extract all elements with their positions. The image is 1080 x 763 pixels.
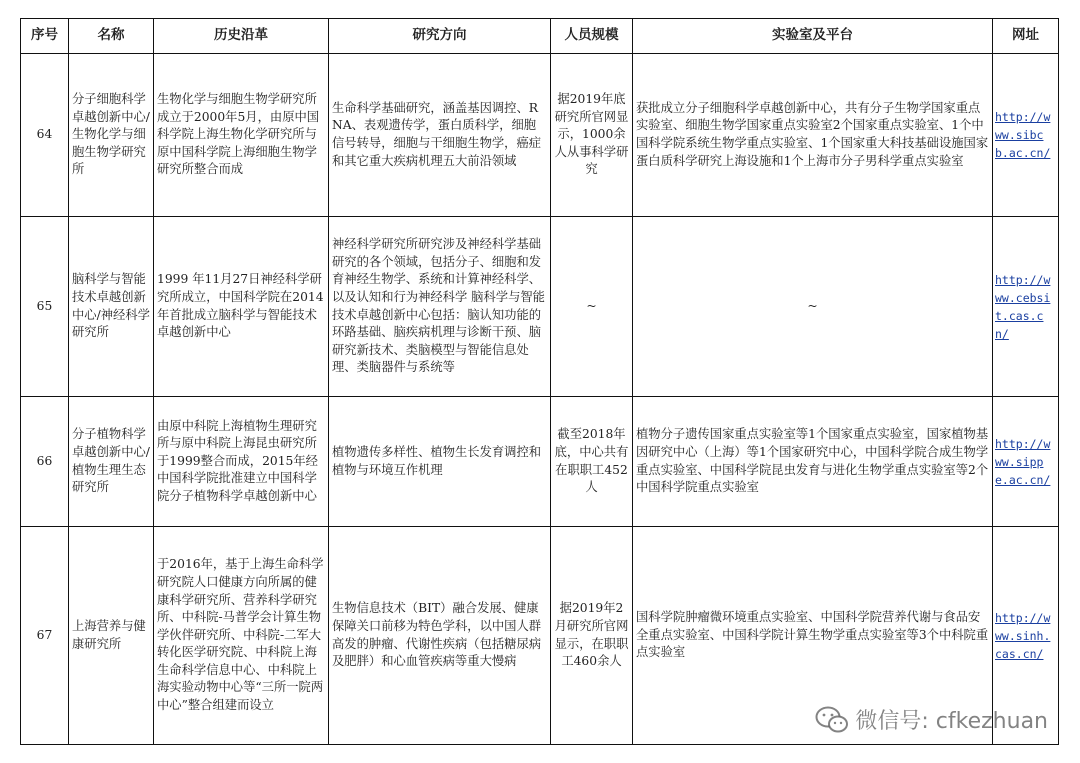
row-index: 65 xyxy=(21,217,69,397)
watermark-text: 微信号: cfkezhuan xyxy=(855,709,1048,734)
row-url-cell xyxy=(993,397,1059,527)
header-direction: 研究方向 xyxy=(329,19,551,54)
row-url-link[interactable]: http://www.sippe.ac.cn/ xyxy=(995,436,1051,487)
row-direction: 生命科学基础研究，涵盖基因调控、RNA、表观遗传学，蛋白质科学，细胞信号转导，细胞与干细胞生物学，癌症和其它重大疾病机理五大前沿领域 xyxy=(329,54,551,217)
header-scale: 人员规模 xyxy=(551,19,633,54)
row-name: 分子细胞科学卓越创新中心/生物化学与细胞生物学研究所 xyxy=(69,54,154,217)
row-url-link[interactable]: http://www.cebsit.cas.cn/ xyxy=(995,272,1051,341)
table-row xyxy=(21,397,1059,527)
institutes-table xyxy=(20,18,1059,745)
header-labs: 实验室及平台 xyxy=(633,19,993,54)
table-row xyxy=(21,217,1059,397)
row-url-cell xyxy=(993,217,1059,397)
row-scale: 据2019年底研究所官网显示，1000余人从事科学研究 xyxy=(551,54,633,217)
row-history: 于2016年，基于上海生命科学研究院人口健康方向所属的健康科学研究所、营养科学研究所、中科院-马普学会计算生物学伙伴研究所、中科院-二军大转化医学研究院、中科院上海生命科学信息中心、中科院上海实验动物中心等“三所一院两中心”整合组建而设立 xyxy=(154,527,329,745)
row-url-link[interactable]: http://www.sinh.cas.cn/ xyxy=(995,610,1051,661)
row-labs: 植物分子遗传国家重点实验室等1个国家重点实验室，国家植物基因研究中心（上海）等1个国家研究中心，中国科学院合成生物学重点实验室、中国科学院昆虫发育与进化生物学重点实验室等2个中国科学院重点实验室 xyxy=(633,397,993,527)
header-url: 网址 xyxy=(993,19,1059,54)
row-scale: 截至2018年底，中心共有在职职工452人 xyxy=(551,397,633,527)
row-index: 64 xyxy=(21,54,69,217)
row-labs: 获批成立分子细胞科学卓越创新中心，共有分子生物学国家重点实验室、细胞生物学国家重点实验室2个国家重点实验室、1个中国科学院系统生物学重点实验室、1个国家重大科技基础设施国家蛋白质科学研究上海设施和1个上海市分子男科学重点实验室 xyxy=(633,54,993,217)
wechat-icon xyxy=(815,706,849,734)
row-history: 由原中科院上海植物生理研究所与原中科院上海昆虫研究所于1999整合而成，2015年经中国科学院批准建立中国科学院分子植物科学卓越创新中心 xyxy=(154,397,329,527)
row-history: 生物化学与细胞生物学研究所成立于2000年5月，由原中国科学院上海生物化学研究所与原中国科学院上海细胞生物学研究所整合而成 xyxy=(154,54,329,217)
row-url-link[interactable]: http://www.sibcb.ac.cn/ xyxy=(995,110,1051,160)
table-row xyxy=(21,54,1059,217)
row-name: 分子植物科学卓越创新中心/植物生理生态研究所 xyxy=(69,397,154,527)
row-direction: 植物遗传多样性、植物生长发育调控和植物与环境互作机理 xyxy=(329,397,551,527)
row-index: 66 xyxy=(21,397,69,527)
row-labs: 国科学院肿瘤微环境重点实验室、中国科学院营养代谢与食品安全重点实验室、中国科学院计算生物学重点实验室等3个中科院重点实验室 xyxy=(633,527,993,745)
row-scale: ~ xyxy=(551,217,633,397)
row-name: 脑科学与智能技术卓越创新中心/神经科学研究所 xyxy=(69,217,154,397)
row-history: 1999 年11月27日神经科学研究所成立，中国科学院在2014年首批成立脑科学与智能技术卓越创新中心 xyxy=(154,217,329,397)
row-direction: 神经科学研究所研究涉及神经科学基础研究的各个领域，包括分子、细胞和发育神经生物学、系统和计算神经科学、以及认知和行为神经科学 脑科学与智能技术卓越创新中心包括：脑认知功能的环路基础、脑疾病机理与诊断干预、脑研究新技术、类脑模型与智能信息处理、类脑器件与系统等 xyxy=(329,217,551,397)
row-url-cell xyxy=(993,54,1059,217)
row-labs: ~ xyxy=(633,217,993,397)
row-index: 67 xyxy=(21,527,69,745)
watermark xyxy=(815,704,1048,735)
header-index: 序号 xyxy=(21,19,69,54)
header-history: 历史沿革 xyxy=(154,19,329,54)
header-name: 名称 xyxy=(69,19,154,54)
header-row xyxy=(21,19,1059,54)
row-direction: 生物信息技术（BIT）融合发展、健康保障关口前移为特色学科，以中国人群高发的肿瘤、代谢性疾病（包括糖尿病及肥胖）和心血管疾病等重大慢病 xyxy=(329,527,551,745)
row-scale: 据2019年2月研究所官网显示，在职职工460余人 xyxy=(551,527,633,745)
row-name: 上海营养与健康研究所 xyxy=(69,527,154,745)
